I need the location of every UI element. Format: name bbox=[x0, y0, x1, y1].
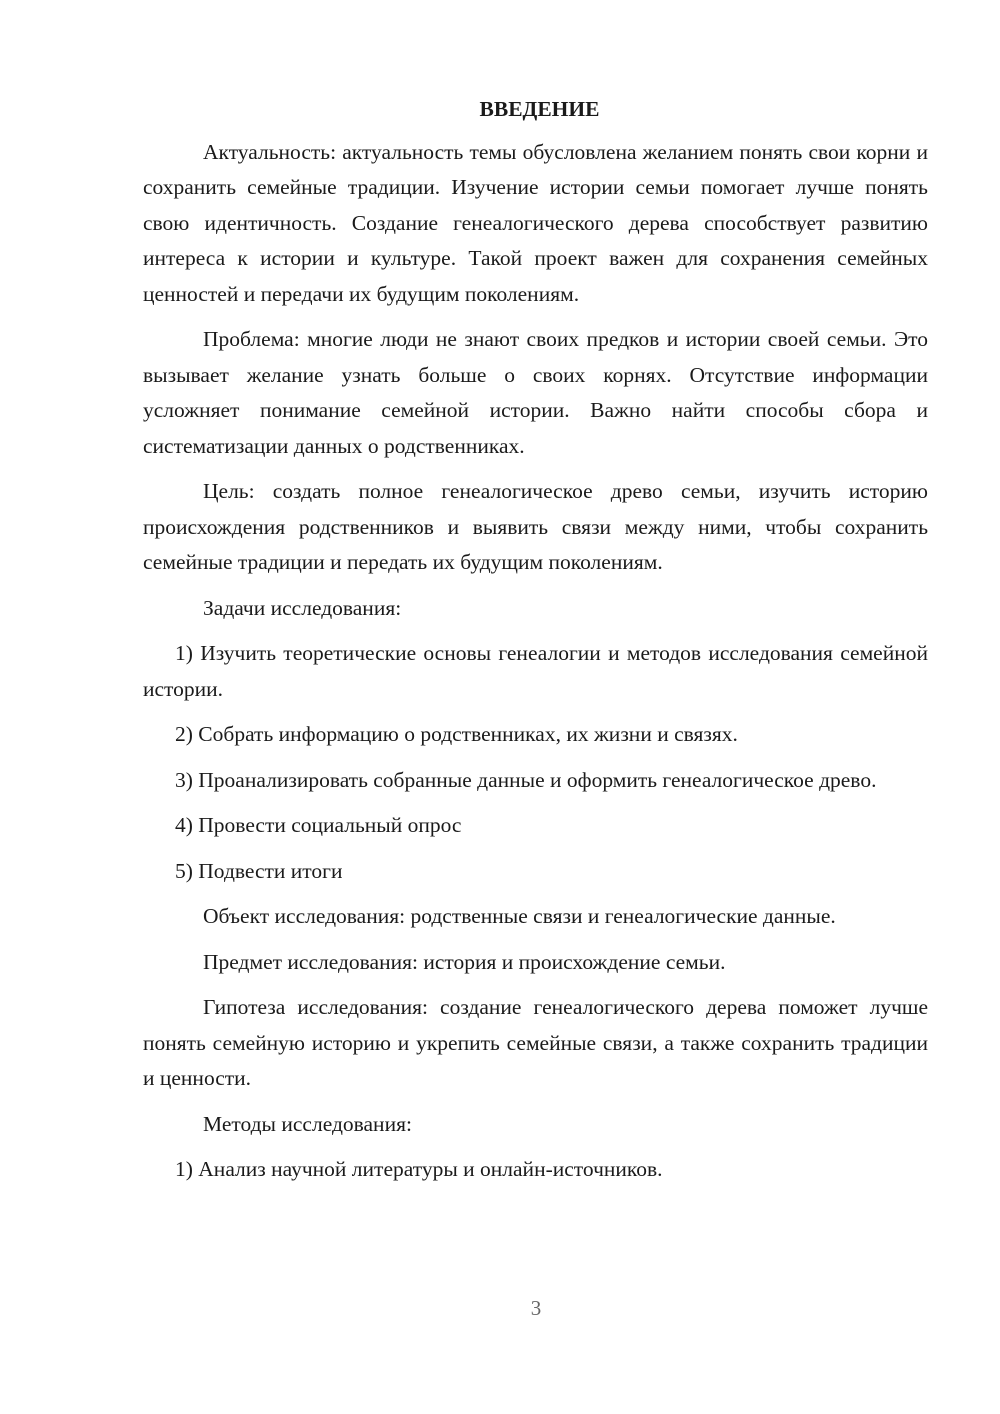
method-item-1: 1) Анализ научной литературы и онлайн-источников. bbox=[175, 1157, 663, 1181]
paragraph-object: Объект исследования: родственные связи и генеалогические данные. bbox=[203, 904, 836, 928]
document-page bbox=[143, 92, 928, 1198]
paragraph-relevance: Актуальность: актуальность темы обусловлена желанием понять свои корни и сохранить семейные традиции. Изучение истории семьи помогает лучше понять свою идентичность. Создание генеалогического дерева способствует развитию интереса к истории и культуре. Такой проект важен для сохранения семейных ценностей и передачи их будущим поколениям. bbox=[143, 139, 928, 306]
methods-heading: Методы исследования: bbox=[203, 1111, 412, 1136]
page-title: ВВЕДЕНИЕ bbox=[479, 97, 600, 121]
tasks-heading: Задачи исследования: bbox=[203, 595, 402, 620]
task-item-5: 5) Подвести итоги bbox=[175, 858, 343, 883]
page-number: 3 bbox=[530, 1296, 542, 1320]
task-item-4: 4) Провести социальный опрос bbox=[175, 813, 462, 837]
task-item-1: 1) Изучить теоретические основы генеалогии и методов исследования семейной истории. bbox=[143, 641, 928, 701]
paragraph-goal: Цель: создать полное генеалогическое древо семьи, изучить историю происхождения родственников и выявить связи между ними, чтобы сохранить семейные традиции и передать их будущим поколениям. bbox=[143, 479, 928, 574]
task-item-2: 2) Собрать информацию о родственниках, их жизни и связях. bbox=[175, 722, 738, 746]
paragraph-hypothesis: Гипотеза исследования: создание генеалогического дерева поможет лучше понять семейную историю и укрепить семейные связи, а также сохранить традиции и ценности. bbox=[143, 995, 928, 1090]
task-item-3: 3) Проанализировать собранные данные и оформить генеалогическое древо. bbox=[175, 767, 877, 792]
paragraph-subject: Предмет исследования: история и происхождение семьи. bbox=[203, 949, 726, 974]
paragraph-problem: Проблема: многие люди не знают своих предков и истории своей семьи. Это вызывает желание узнать больше о своих корнях. Отсутствие информации усложняет понимание семейной истории. Важно найти способы сбора и систематизации данных о родственниках. bbox=[143, 327, 928, 458]
